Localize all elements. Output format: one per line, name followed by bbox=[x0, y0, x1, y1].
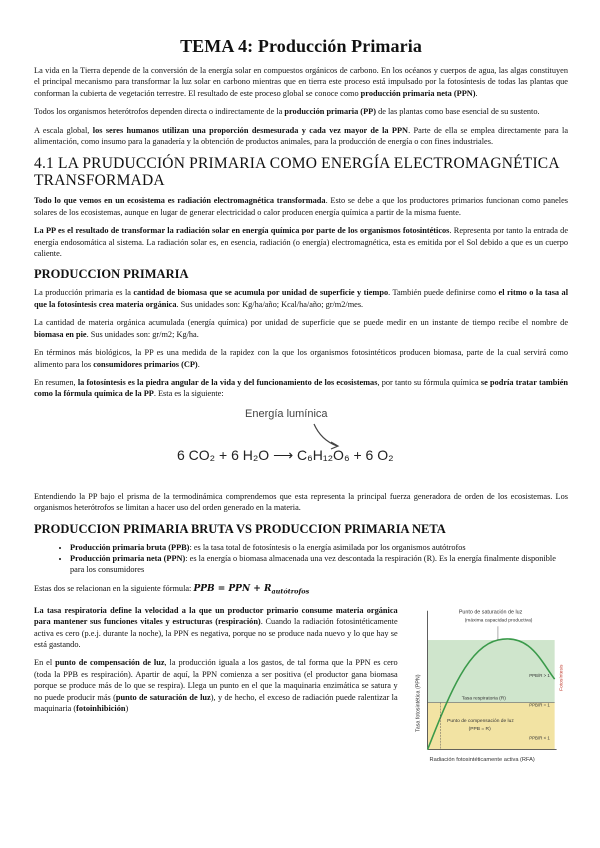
side-label: Fotosíntesis bbox=[559, 664, 565, 691]
respiration-paragraph: La tasa respiratoria define la velocidad a la que un productor primario consume materia orgánica para mantener sus funciones vitales y estructuras (respiración). Cuando la radiación fotosintéticamente activa es cero (p.e.j. durante la noche), la PPN es negativa, porque no se produce nada nuevo y lo que hay se está gastando. bbox=[34, 605, 398, 650]
produccion-heading: PRODUCCION PRIMARIA bbox=[34, 267, 189, 282]
compensation-label: Punto de compensación de luz bbox=[446, 718, 514, 724]
formula-subscript: autótrofos bbox=[271, 587, 310, 596]
saturation-label: Punto de saturación de luz bbox=[458, 609, 522, 616]
formula-paragraph: Estas dos se relacionan en la siguiente fórmula: PPB = PPN + $R_{autótrofos}$ bbox=[34, 583, 310, 596]
ratio-less-label: PPB/R < 1 bbox=[528, 735, 550, 741]
definition-list bbox=[34, 542, 568, 576]
list-item: • Producción primaria bruta (PPB): es la tasa total de fotosíntesis o la energía asimilada por los organismos autótrofos bbox=[70, 542, 568, 553]
respiration-section bbox=[34, 605, 568, 769]
light-arrow-icon bbox=[311, 422, 341, 450]
x-axis-label: Radiación fotosintéticamente activa (RFA) bbox=[429, 757, 535, 764]
page-title: TEMA 4: Producción Primaria bbox=[180, 36, 422, 56]
produccion-paragraph-1: La producción primaria es la cantidad de biomasa que se acumula por unidad de superficie y tiempo. También puede definirse como el ritmo o la tasa al que la fotosíntesis crea materia orgánica. Sus unidades son: Kg/ha/año; Kcal/ha/año; gr/m2/mes. bbox=[34, 288, 568, 309]
equation-light-label: Energía lumínica bbox=[245, 407, 328, 420]
graph-green-zone bbox=[427, 640, 554, 703]
intro-paragraph-2: Todos los organismos heterótrofos dependen directa o indirectamente de la producción primaria (PP) de las plantas como base esencial de su sustento. bbox=[34, 107, 540, 117]
respiration-label: Tasa respiratoria (R) bbox=[461, 696, 506, 702]
ppb-formula: PPB = PPN + R bbox=[193, 583, 272, 594]
intro-paragraph-1: La vida en la Tierra depende de la conversión de la energía solar en compuestos orgánicos de carbono. En los océanos y cuerpos de agua, las algas constituyen el principal mecanismo para transformar la luz solar en carbono mientras que en tierra este proceso está impulsado por la fotosíntesis de todas las plantas que conforman la cubierta de vegetación terrestre. El resultado de este proceso global se conoce como producción primaria neta (PPN). bbox=[34, 66, 568, 98]
compensation-sublabel: (PPB = R) bbox=[468, 726, 491, 732]
graph-yellow-zone bbox=[427, 702, 554, 749]
photosynthesis-equation-figure bbox=[34, 407, 568, 483]
produccion-paragraph-3: En términos más biológicos, la PP es una medida de la rapidez con la que los organismos fotosintéticos producen biomasa, parte de la cual servirá como alimento para los consumidores primarios (CP). bbox=[34, 348, 568, 369]
produccion-paragraph-5: Entendiendo la PP bajo el prisma de la termodinámica comprendemos que esta representa la principal fuerza generadora de orden de los ecosistemas. Los organismos heterótrofos se limitan a hacer uso del orden generado en la materia. bbox=[34, 491, 568, 513]
saturation-sublabel: (máxima capacidad productiva) bbox=[464, 618, 533, 624]
section-heading-4-1: 4.1 LA PRUDUCCIÓN PRIMARIA COMO ENERGÍA ELECTROMAGNÉTICA TRANSFORMADA bbox=[34, 155, 559, 190]
list-item: • Producción primaria neta (PPN): es la energía o biomasa almacenada una vez descontada la respiración (R). Es la energía finalmente disponible para los consumidores bbox=[70, 553, 568, 576]
ratio-greater-label: PPB/R > 1 bbox=[528, 672, 550, 678]
section41-paragraph-2: La PP es el resultado de transformar la radiación solar en energía química por parte de los organismos fotosintéticos. Representa por tanto la entrada de energía endosomática al sistema. La radiación solar es, en esencia, radiación (o energía) electromagnética, esta es emitida por el Sol debido a que es un cuerpo caliente. bbox=[34, 226, 569, 259]
section41-paragraph-1: Todo lo que vemos en un ecosistema es radiación electromagnética transformada. Esto se debe a que los productores primarios funcionan como paneles solares de los ecosistemas, aunque en lugar de generar electricidad o calor producen energía química a partir de la misma fuente. bbox=[34, 196, 568, 217]
produccion-paragraph-4: En resumen, la fotosíntesis es la piedra angular de la vida y del funcionamiento de los ecosistemas, por tanto su fórmula química se podría tratar también como la fórmula química de la PP. Esta es la siguiente: bbox=[34, 377, 568, 399]
intro-paragraph-3: A escala global, los seres humanos utilizan una proporción desmesurada y cada vez mayor de la PPN. Parte de ella se emplea directamente para la alimentación, como insumo para la ganadería y la obtención de productos animales, para la producción de energía o con fines industriales. bbox=[34, 125, 568, 147]
ratio-equal-label: PPB/R = 1 bbox=[528, 702, 550, 708]
produccion-paragraph-2: La cantidad de materia orgánica acumulada (energía química) por unidad de superficie que se puede medir en un instante de tiempo recibe el nombre de biomasa en pie. Sus unidades son: gr/m2; Kg/ha. bbox=[34, 318, 568, 339]
y-axis-label: Tasa fotosintética (PPN) bbox=[415, 674, 422, 732]
bruta-neta-heading: PRODUCCION PRIMARIA BRUTA VS PRODUCCION PRIMARIA NETA bbox=[34, 521, 446, 536]
compensation-paragraph: En el punto de compensación de luz, la producción iguala a los gastos, de tal forma que la PPN es cero (toda la PPB es respiración). Apartir de aquí, la PPN comienza a ser positiva (el productor gana biomasa porque se produce más de lo que se respira). Llega un punto en el que la maquinaria enzimática se satura y no puede producir más (punto de saturación de luz), y de hecho, el exceso de radiación puede ralentizar la maquinaria (fotoinhibición) bbox=[34, 658, 398, 714]
photosynthesis-equation: 6 CO₂ + 6 H₂O ⟶ C₆H₁₂O₆ + 6 O₂ bbox=[177, 446, 394, 463]
light-response-graph bbox=[408, 601, 568, 769]
